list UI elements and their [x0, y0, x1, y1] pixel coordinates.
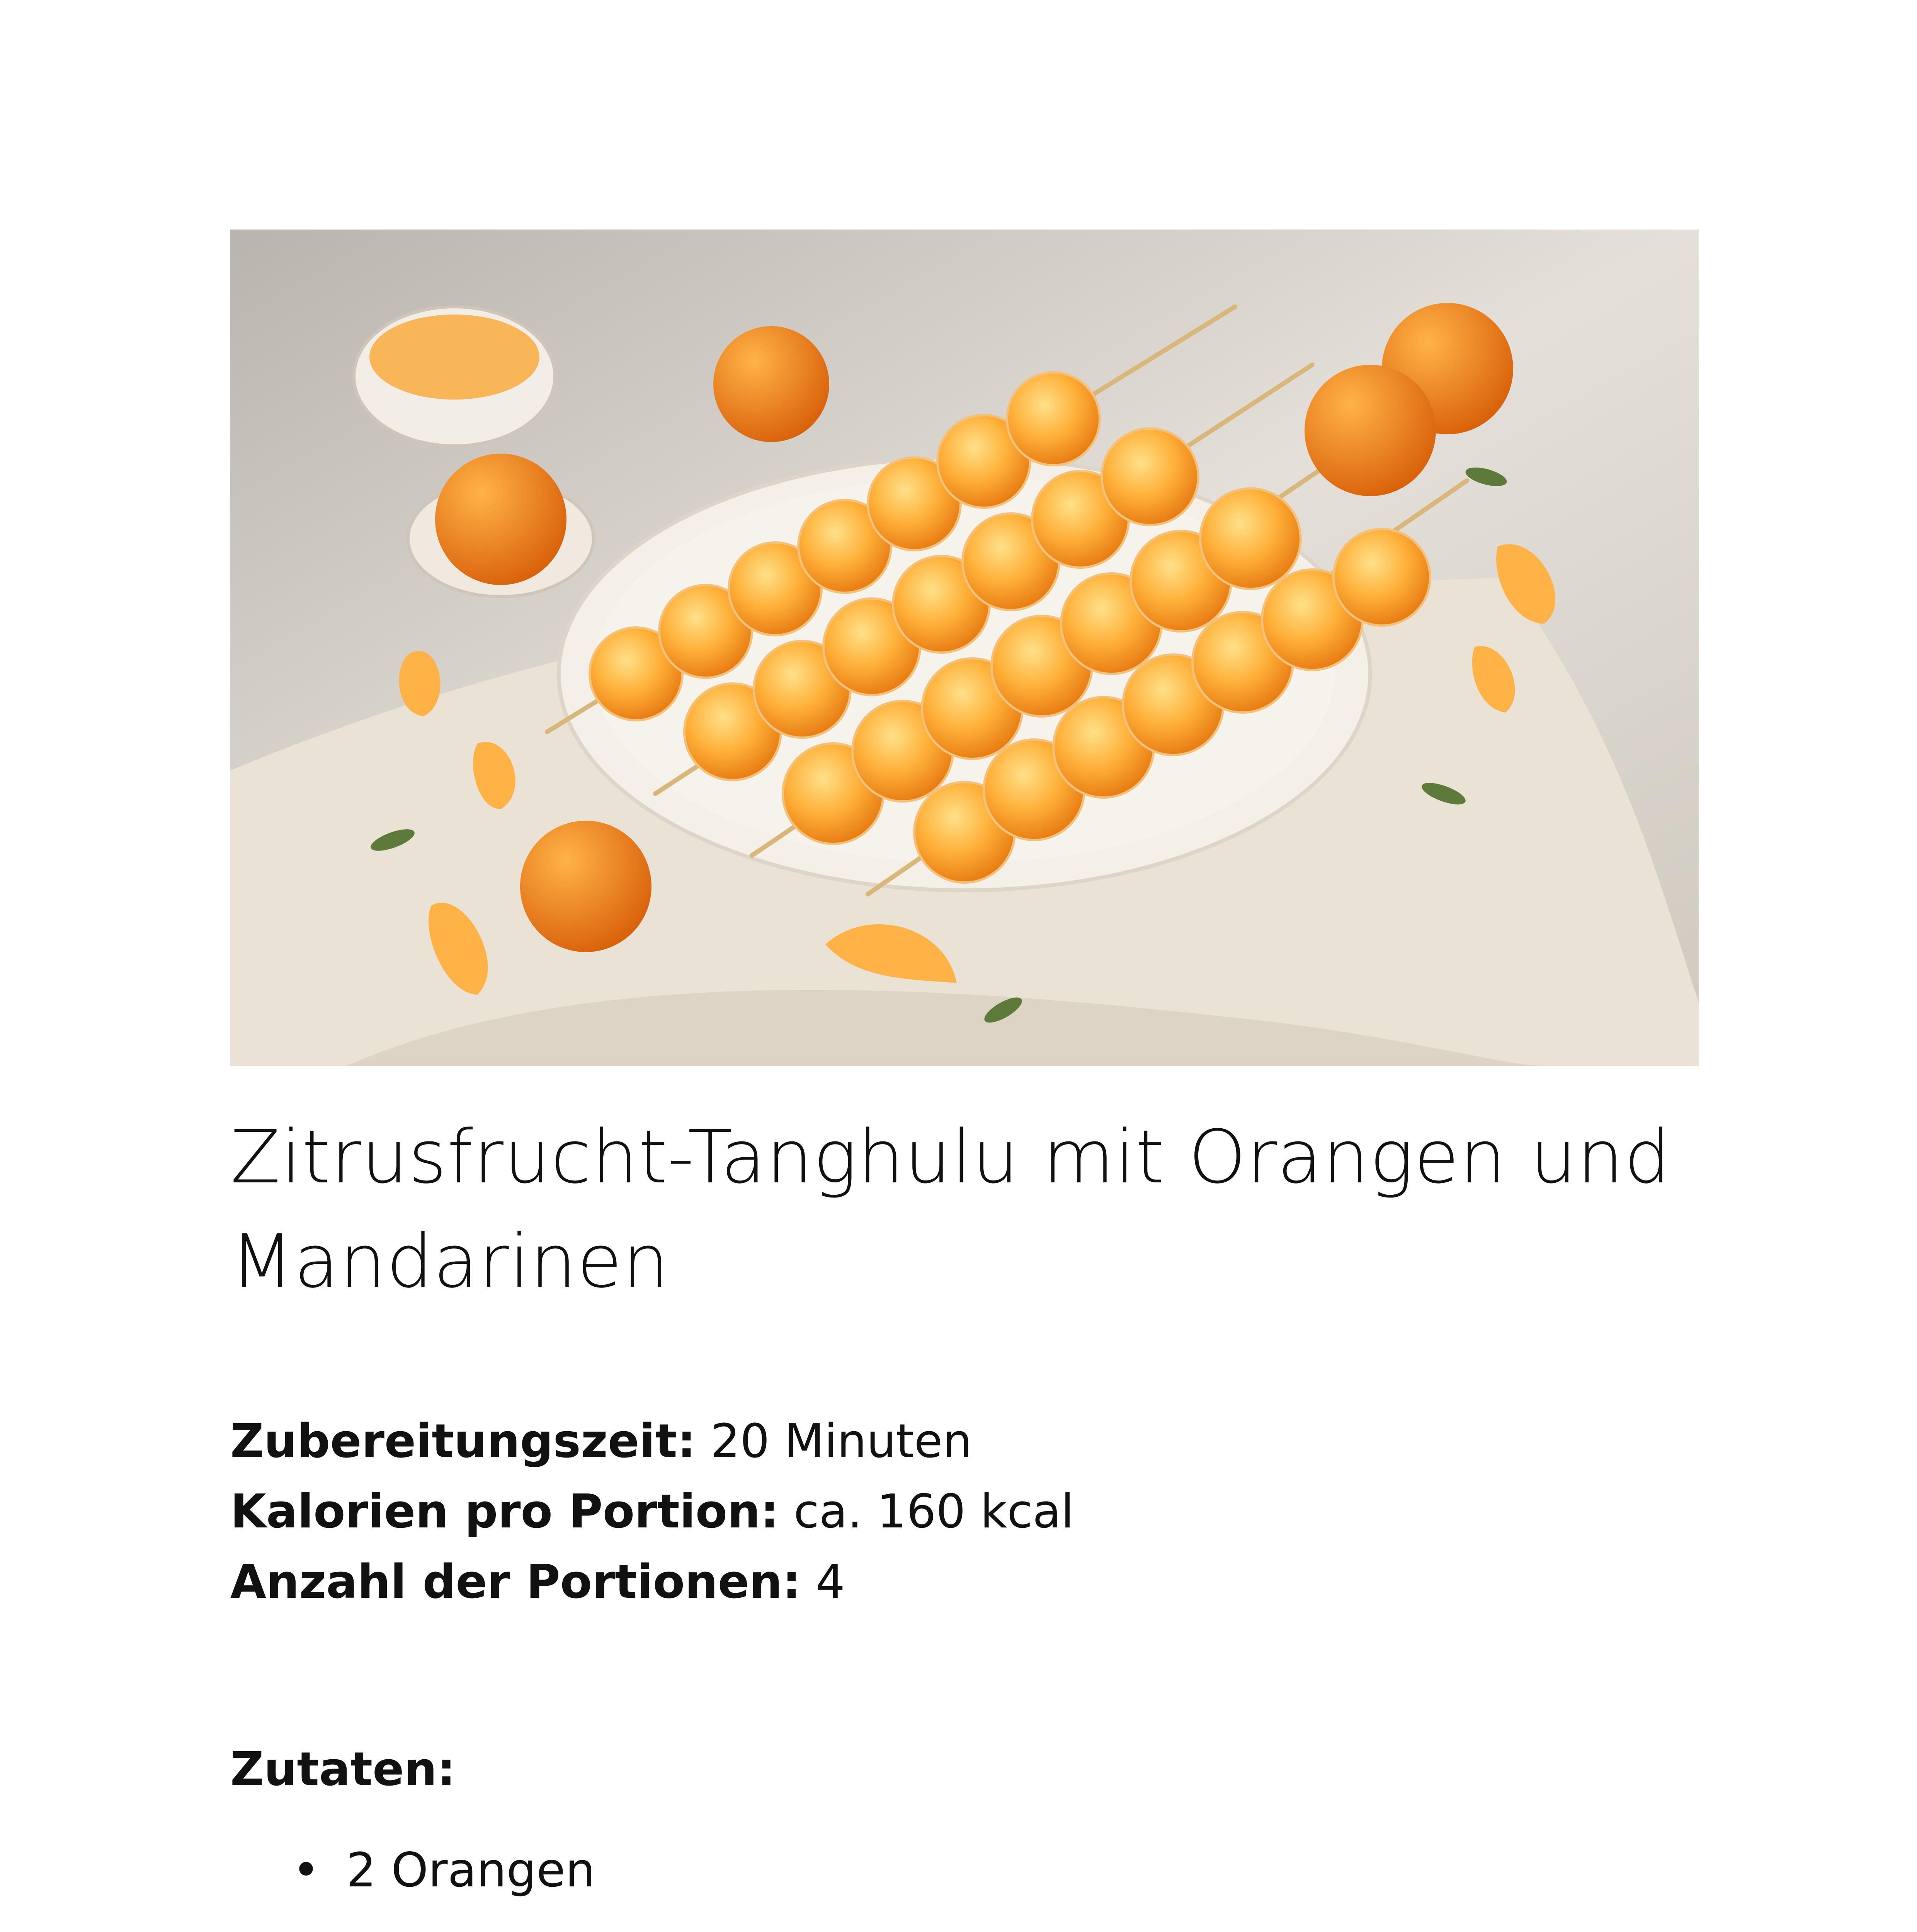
ingredients-list	[230, 1839, 1699, 1932]
meta-label: Kalorien pro Portion:	[230, 1485, 779, 1539]
ingredient-item	[230, 1839, 1699, 1901]
meta-value: ca. 160 kcal	[793, 1485, 1074, 1539]
meta-servings	[230, 1547, 1699, 1617]
tanghulu-illustration	[230, 230, 1699, 1066]
recipe-meta	[230, 1406, 1699, 1617]
meta-prep-time	[230, 1406, 1699, 1477]
meta-label: Anzahl der Portionen:	[230, 1555, 801, 1609]
bullet-icon: •	[292, 1843, 320, 1898]
recipe-title: Zitrusfrucht-Tanghulu mit Orangen und Mandarinen	[230, 1114, 1671, 1304]
meta-label: Zubereitungszeit:	[230, 1415, 696, 1468]
recipe-photo	[230, 230, 1699, 1066]
ingredients-heading: Zutaten:	[230, 1743, 456, 1796]
meta-value: 20 Minuten	[710, 1415, 972, 1468]
meta-value: 4	[815, 1555, 845, 1609]
ingredient-text: 2 Orangen	[346, 1843, 595, 1898]
meta-calories	[230, 1477, 1699, 1547]
